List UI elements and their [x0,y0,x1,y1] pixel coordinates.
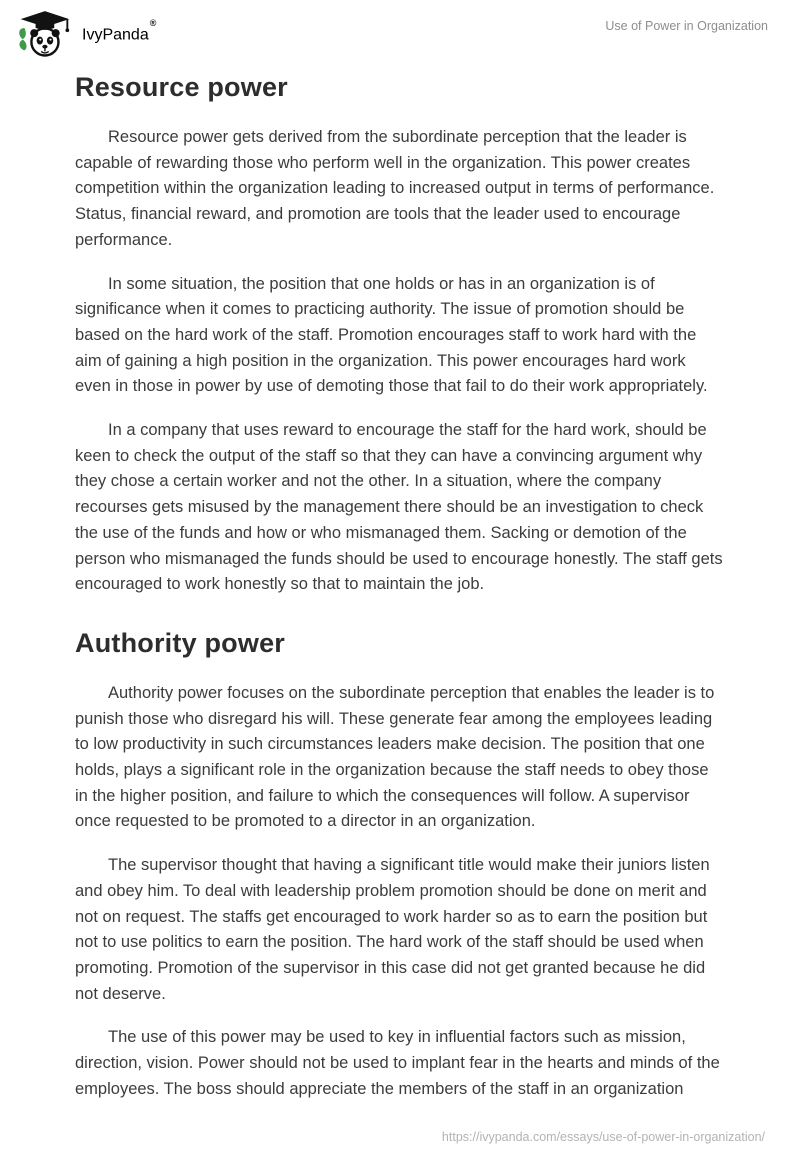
header [0,0,800,62]
section-heading-resource-power: Resource power [75,72,288,102]
source-url-link[interactable]: https://ivypanda.com/essays/use-of-power-in-organization/ [441,1130,765,1144]
ivypanda-logo[interactable] [16,10,155,59]
essay-content [75,72,725,1121]
paragraph: Resource power gets derived from the subordinate perception that the leader is capable of rewarding those who perform well in the organization. This power creates competition within the organization leading to increased output in terms of performance. Status, financial reward, and promotion are tools that the leader used to encourage performance. [75,128,715,249]
paragraph: The use of this power may be used to key in influential factors such as mission, direction, vision. Power should not be used to implant fear in the hearts and minds of the employees. The boss should appreciate the members of the staff in an organization [75,1028,720,1098]
footer [442,1130,765,1144]
paragraph: In some situation, the position that one holds or has in an organization is of significance when it comes to practicing authority. The issue of promotion should be based on the hard work of the staff. Promotion encourages staff to work hard with the aim of gaining a high position in the organization. This power encourages hard work even in those in power by use of demoting those that fail to do their work appropriately. [75,274,708,396]
section-heading-authority-power: Authority power [75,627,285,658]
document-title: Use of Power in Organization [605,19,768,33]
panda-graduation-cap-icon [16,10,72,59]
brand-name: IvyPanda® [82,17,157,44]
paragraph: In a company that uses reward to encourage the staff for the hard work, should be keen to check the output of the staff so that they can have a convincing argument why they chose a certain worker and not the other. In a situation, where the company recourses gets misused by the management there should be an investigation to check the use of the funds and how or who mismanaged them. Sacking or demotion of the person who mismanaged the funds should be used to encourage honestly. The staff gets encouraged to work honestly so that to maintain the job. [75,421,723,594]
registered-mark: ® [149,17,157,28]
paragraph: The supervisor thought that having a significant title would make their juniors listen and obey him. To deal with leadership problem promotion should be done on merit and not on request. The staffs get encouraged to work harder so as to earn the position but not to use politics to earn the position. The hard work of the staff should be used when promoting. Promotion of the supervisor in this case did not get granted because he did not deserve. [75,856,710,1003]
paragraph: Authority power focuses on the subordinate perception that enables the leader is to punish those who disregard his will. These generate fear among the employees leading to low productivity in such circumstances leaders make decision. The position that one holds, plays a significant role in the organization because the staff needs to obey those in the higher position, and failure to which the consequences will follow. A supervisor once requested to be promoted to a director in an organization. [75,683,715,831]
